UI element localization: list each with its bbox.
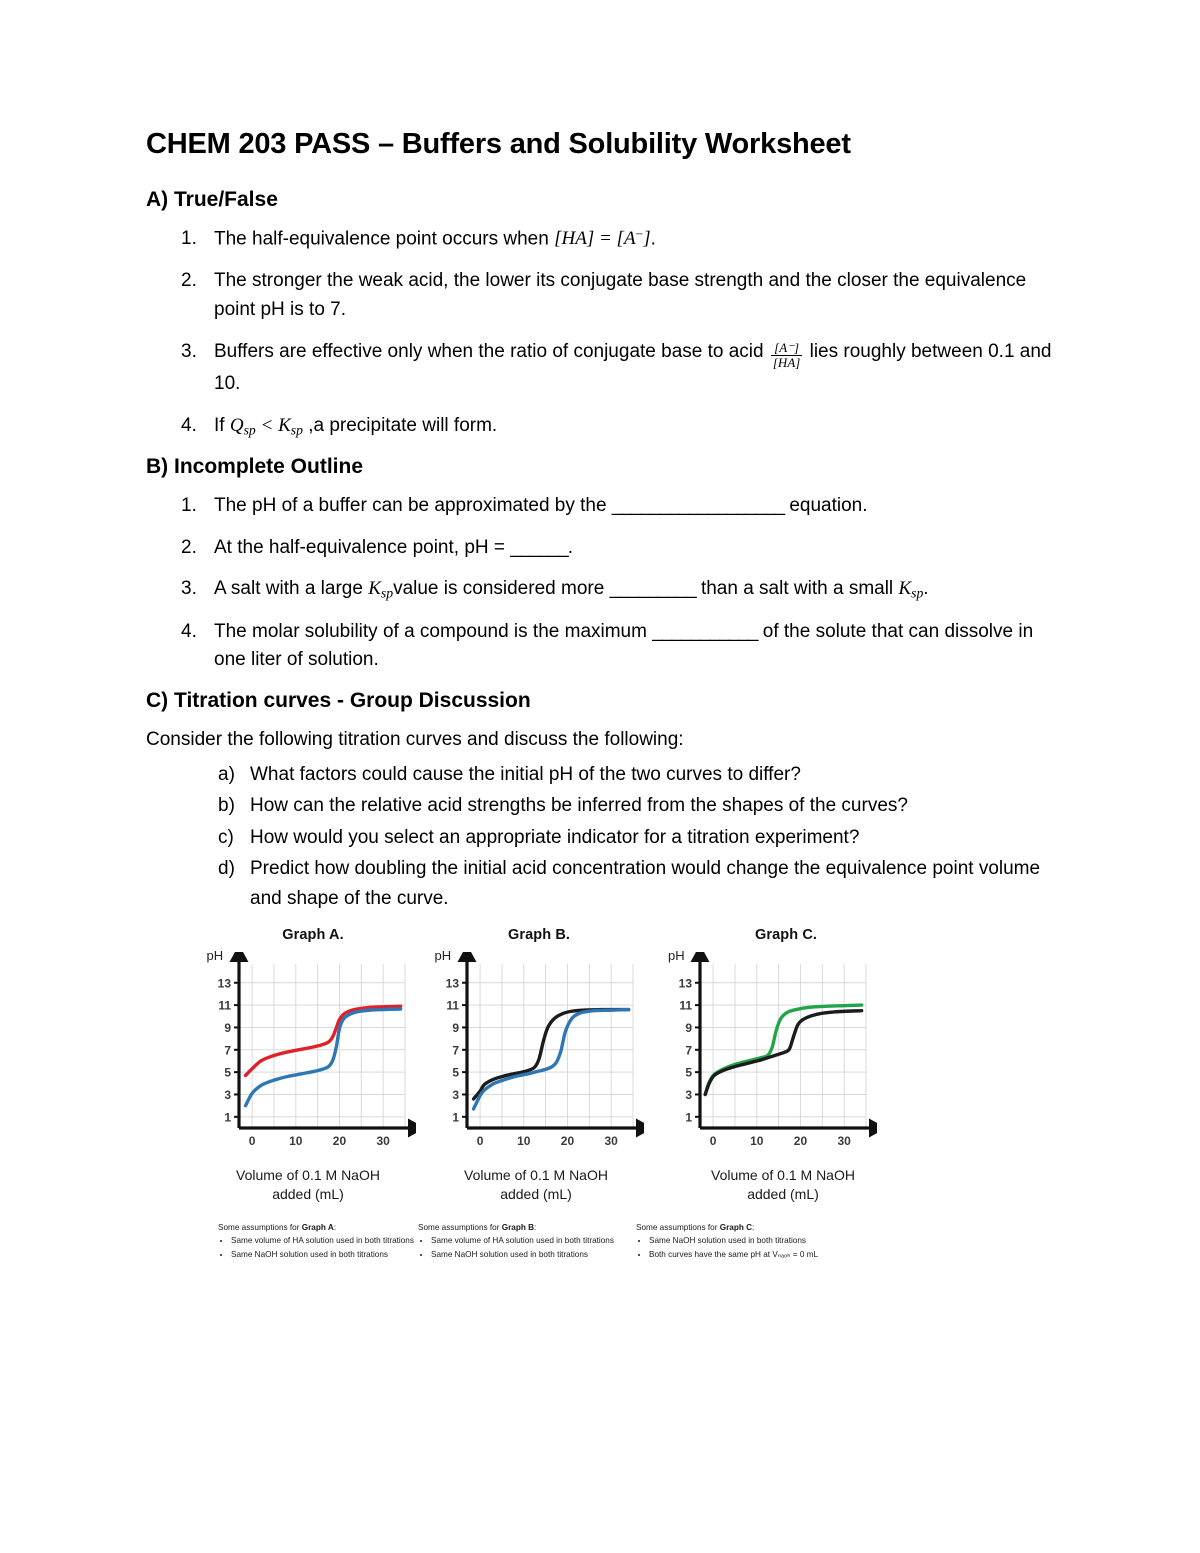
graph-a-xlabel: Volume of 0.1 M NaOH added (mL) (236, 1167, 380, 1203)
svg-text:20: 20 (332, 1134, 346, 1149)
svg-text:10: 10 (288, 1134, 302, 1149)
svg-text:0: 0 (248, 1134, 255, 1149)
list-item: • Both curves have the same pH at Vₙₐₒₕ = 0 mL (649, 1249, 866, 1261)
graph-a-ylabel: pH (206, 948, 224, 964)
list-item: How would you select an appropriate indicator for a titration experiment? (250, 826, 860, 848)
graph-b-plot (429, 948, 644, 1164)
svg-text:0: 0 (476, 1134, 483, 1149)
item-text-mid: value is considered more (393, 578, 610, 600)
assumptions-c-heading: Some assumptions for Graph C: (636, 1222, 755, 1232)
item-text-end: ,a precipitate will form. (302, 415, 498, 437)
list-item (212, 267, 1060, 325)
graph-c-title: Graph C. (754, 927, 818, 944)
math-expression-ha-equals-a: [HA] = [A−] (554, 226, 651, 250)
graph-b-cell (422, 927, 650, 1204)
graph-a-cell (194, 927, 422, 1204)
fill-in-blank[interactable]: __________________ (611, 494, 785, 516)
svg-text:5: 5 (223, 1065, 231, 1080)
svg-text:9: 9 (223, 1021, 231, 1036)
section-c-intro: Consider the following titration curves and discuss the following: (146, 728, 684, 750)
graph-b-xlabel: Volume of 0.1 M NaOH added (mL) (464, 1167, 608, 1203)
math-expression-qsp-ksp: $Q_{sp} < K_{sp}$ (229, 415, 303, 438)
item-text-end: equation. (784, 494, 868, 516)
graph-b-title: Graph B. (507, 927, 571, 944)
graph-c-plot (662, 948, 877, 1164)
graph-c-cell (650, 927, 900, 1204)
svg-text:7: 7 (223, 1043, 231, 1058)
list-item (212, 412, 1060, 441)
item-text: The stronger the weak acid, the lower its conjugate base strength and the closer the equivalence point pH is to 7. (214, 270, 1027, 321)
item-text: If (214, 415, 230, 437)
section-c-questions (146, 760, 1060, 913)
list-item (212, 492, 1060, 521)
assumptions-graph-a (218, 1222, 418, 1262)
svg-text:13: 13 (445, 976, 459, 991)
list-item: • Same NaOH solution used in both titrations (649, 1235, 866, 1247)
svg-text:9: 9 (451, 1021, 459, 1036)
item-text-end: . (923, 578, 929, 600)
list-item (212, 575, 1060, 604)
svg-text:1: 1 (223, 1110, 231, 1125)
svg-text:10: 10 (516, 1134, 530, 1149)
item-text: At the half-equivalence point, pH = (214, 536, 511, 558)
svg-text:20: 20 (560, 1134, 574, 1149)
item-text-post: than a salt with a small (695, 578, 899, 600)
list-item (212, 225, 1060, 255)
svg-text:30: 30 (603, 1134, 618, 1149)
graph-c-svg (662, 952, 877, 1164)
assumptions-a-heading: Some assumptions for Graph A: (218, 1222, 337, 1232)
section-b-heading: B) Incomplete Outline (146, 455, 364, 479)
svg-text:9: 9 (685, 1021, 692, 1036)
svg-text:0: 0 (709, 1134, 717, 1149)
svg-text:3: 3 (223, 1088, 231, 1103)
item-text-end: lies roughly between 0.1 and 10. (214, 340, 1052, 395)
svg-text:11: 11 (679, 998, 692, 1013)
svg-text:3: 3 (685, 1088, 692, 1103)
fill-in-blank[interactable]: ___________ (652, 620, 758, 642)
list-item: • Same NaOH solution used in both titrations (231, 1249, 418, 1261)
section-a-heading: A) True/False (146, 188, 278, 212)
item-text-end: of the solute that can dissolve in one liter of solution. (214, 620, 1034, 671)
svg-text:5: 5 (685, 1065, 692, 1080)
graph-b-ylabel: pH (434, 948, 452, 964)
assumptions-c-list (636, 1235, 866, 1261)
titration-graphs-row (146, 927, 1060, 1204)
svg-text:11: 11 (445, 998, 459, 1013)
assumptions-b-list (418, 1235, 636, 1261)
list-item: • Same NaOH solution used in both titrations (431, 1249, 636, 1261)
svg-text:11: 11 (217, 998, 231, 1013)
svg-text:10: 10 (750, 1134, 764, 1149)
graph-c-ylabel: pH (668, 948, 685, 964)
list-item: What factors could cause the initial pH of the two curves to differ? (250, 764, 801, 786)
fraction-a-over-ha (771, 341, 802, 370)
svg-text:1: 1 (451, 1110, 459, 1125)
svg-text:1: 1 (685, 1110, 692, 1125)
item-text: A salt with a large (214, 578, 369, 600)
section-c-heading: C) Titration curves - Group Discussion (146, 689, 531, 713)
list-item: How can the relative acid strengths be inferred from the shapes of the curves? (250, 795, 908, 817)
svg-text:3: 3 (451, 1088, 459, 1103)
assumptions-graph-c (636, 1222, 866, 1262)
page-title: CHEM 203 PASS – Buffers and Solubility Worksheet (146, 128, 851, 160)
graph-c-xlabel: Volume of 0.1 M NaOH added (mL) (711, 1167, 855, 1203)
graph-a-title: Graph A. (282, 927, 344, 944)
list-item: • Same volume of HA solution used in both titrations (231, 1235, 418, 1247)
assumptions-b-heading: Some assumptions for Graph B: (418, 1222, 537, 1232)
item-text: Buffers are effective only when the ratio of conjugate base to acid (214, 340, 769, 362)
math-ksp: $K_{sp}$ (368, 578, 394, 601)
item-text-end: . (650, 228, 656, 250)
section-a-list (146, 225, 1060, 442)
graph-a-plot (201, 948, 416, 1164)
fill-in-blank[interactable]: _________ (609, 578, 696, 600)
fraction-numerator: [A⁻] (774, 340, 800, 356)
item-text: The half-equivalence point occurs when (214, 228, 555, 250)
fill-in-blank[interactable]: ______ (510, 536, 568, 558)
item-text: The molar solubility of a compound is the maximum (214, 620, 653, 642)
fraction-denominator: [HA] (772, 355, 801, 371)
svg-text:7: 7 (451, 1043, 459, 1058)
svg-text:30: 30 (375, 1134, 390, 1149)
graph-a-svg (201, 952, 416, 1164)
assumptions-graph-b (418, 1222, 636, 1262)
list-item: • Same volume of HA solution used in both titrations (431, 1235, 636, 1247)
item-text-end: . (567, 536, 573, 558)
graph-b-svg (429, 952, 644, 1164)
section-b-list (146, 492, 1060, 676)
math-ksp-second: $K_{sp}$ (898, 578, 924, 601)
svg-text:13: 13 (678, 976, 692, 991)
assumptions-row (146, 1222, 1060, 1262)
list-item (212, 618, 1060, 676)
svg-text:5: 5 (451, 1065, 459, 1080)
list-item (212, 534, 1060, 563)
item-text: The pH of a buffer can be approximated by the (214, 494, 612, 516)
list-item (212, 338, 1060, 399)
assumptions-a-list (218, 1235, 418, 1261)
svg-text:13: 13 (217, 976, 231, 991)
svg-text:30: 30 (837, 1134, 851, 1149)
svg-text:7: 7 (685, 1043, 692, 1058)
list-item: Predict how doubling the initial acid concentration would change the equivalence point volume and shape of the curve. (250, 858, 1041, 909)
svg-text:20: 20 (793, 1134, 808, 1149)
